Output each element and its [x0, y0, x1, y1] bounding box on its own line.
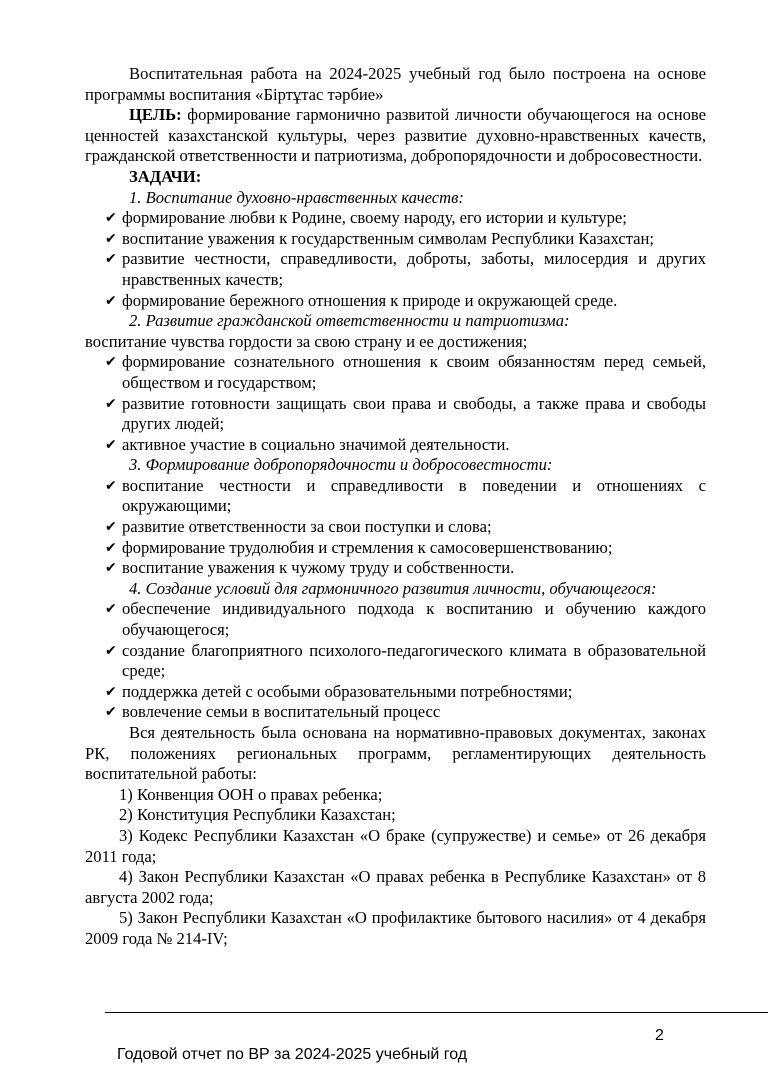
check-mark-icon: ✔ — [105, 642, 117, 659]
list-item — [85, 208, 706, 229]
list-item-text: развитие честности, справедливости, доброты, заботы, милосердия и других нравственных качеств; — [122, 249, 706, 289]
intro-paragraph: Воспитательная работа на 2024-2025 учебный год было построена на основе программы воспитания «Біртұтас тәрбие» — [85, 64, 706, 104]
list-item-text: обеспечение индивидуального подхода к воспитанию и обучению каждого обучающегося; — [122, 599, 706, 640]
list-item — [85, 641, 706, 682]
check-mark-icon: ✔ — [105, 395, 117, 412]
document-body — [85, 64, 706, 950]
list-item-text: вовлечение семьи в воспитательный процесс — [122, 702, 441, 722]
goal-label: ЦЕЛЬ: — [129, 105, 182, 125]
check-mark-icon: ✔ — [105, 292, 117, 309]
list-item — [85, 394, 706, 435]
list-item-text: воспитание уважения к чужому труду и собственности. — [122, 558, 515, 578]
section2-title: 2. Развитие гражданской ответственности и патриотизма: — [129, 311, 570, 331]
goal-paragraph — [85, 105, 706, 167]
list-item-text: развитие ответственности за свои поступки и слова; — [122, 517, 492, 537]
check-mark-icon: ✔ — [105, 560, 117, 577]
footer-divider — [105, 1012, 768, 1013]
law-item: 1) Конвенция ООН о правах ребенка; — [119, 784, 383, 804]
check-mark-icon: ✔ — [105, 704, 117, 721]
list-item-text: активное участие в социально значимой деятельности. — [122, 434, 510, 454]
check-mark-icon: ✔ — [105, 354, 117, 371]
section1-title: 1. Воспитание духовно-нравственных качеств: — [129, 187, 464, 207]
law-item: 5) Закон Республики Казахстан «О профилактике бытового насилия» от 4 декабря 2009 года № 214-IV; — [85, 908, 706, 948]
check-mark-icon: ✔ — [105, 539, 117, 556]
list-item-text: создание благоприятного психолого-педагогического климата в образовательной среде; — [122, 640, 706, 681]
list-item-text: воспитание уважения к государственным символам Республики Казахстан; — [122, 228, 655, 248]
section4-title: 4. Создание условий для гармоничного развития личности, обучающегося: — [129, 578, 657, 598]
law-item: 4) Закон Республики Казахстан «О правах ребенка в Республике Казахстан» от 8 августа 2002 года; — [85, 867, 706, 907]
page-footer: Годовой отчет по ВР за 2024-2025 учебный год — [117, 1046, 468, 1063]
list-item — [85, 249, 706, 290]
section2-lead: воспитание чувства гордости за свою страну и ее достижения; — [85, 331, 528, 351]
list-item — [85, 702, 706, 723]
check-mark-icon: ✔ — [105, 683, 117, 700]
goal-text: формирование гармонично развитой личности обучающегося на основе ценностей казахстанской культуры, через развитие духовно-нравственных качеств, гражданской ответственности и патриотизма, добропорядочности и добросовестности. — [85, 105, 706, 166]
check-mark-icon: ✔ — [105, 210, 117, 227]
list-item-text: развитие готовности защищать свои права и свободы, а также права и свободы других людей; — [122, 393, 706, 434]
check-mark-icon: ✔ — [105, 230, 117, 247]
list-item — [85, 682, 706, 703]
check-mark-icon: ✔ — [105, 436, 117, 453]
check-mark-icon: ✔ — [105, 601, 117, 618]
list-item — [85, 517, 706, 538]
list-item-text: формирование сознательного отношения к своим обязанностям перед семьей, обществом и государством; — [122, 352, 706, 392]
section3-title: 3. Формирование добропорядочности и добросовестности: — [129, 455, 553, 475]
check-mark-icon: ✔ — [105, 477, 117, 494]
list-item-text: формирование бережного отношения к природе и окружающей среде. — [122, 290, 618, 310]
list-item-text: формирование трудолюбия и стремления к самосовершенствованию; — [122, 537, 613, 557]
list-item — [85, 352, 706, 393]
list-item — [85, 229, 706, 250]
list-item-text: воспитание честности и справедливости в поведении и отношениях с окружающими; — [122, 475, 706, 516]
list-item — [85, 599, 706, 640]
list-item — [85, 538, 706, 559]
page-number: 2 — [655, 1027, 664, 1044]
basis-paragraph: Вся деятельность была основана на нормативно-правовых документах, законах РК, положениях региональных программ, регламентирующих деятельность воспитательной работы: — [85, 723, 706, 784]
list-item-text: поддержка детей с особыми образовательными потребностями; — [122, 681, 573, 701]
list-item — [85, 558, 706, 579]
list-item — [85, 476, 706, 517]
list-item-text: формирование любви к Родине, своему народу, его истории и культуре; — [122, 208, 627, 228]
tasks-heading: ЗАДАЧИ: — [129, 166, 202, 186]
check-mark-icon: ✔ — [105, 251, 117, 268]
list-item — [85, 291, 706, 312]
check-mark-icon: ✔ — [105, 519, 117, 536]
law-item: 2) Конституция Республики Казахстан; — [119, 805, 396, 825]
law-item: 3) Кодекс Республики Казахстан «О браке (супружестве) и семье» от 26 декабря 2011 года; — [85, 825, 706, 866]
list-item — [85, 435, 706, 456]
